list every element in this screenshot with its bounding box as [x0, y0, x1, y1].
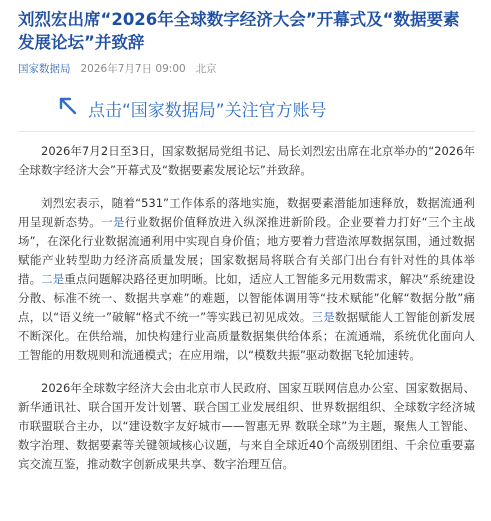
- point-text-2: 重点问题解决路径更加明晰。比如，适应人工智能多元用数需求，解决“系统建设分散、标准不统一、数据共享难”的难题，以智能体调用等“技术赋能”化解“数据分散”痛点，以“语义统一”破解“格式不统一”等实践已初见成效。: [18, 272, 476, 324]
- paragraph-2: [18, 194, 475, 365]
- arrow-up-left-icon: [58, 96, 78, 121]
- article-date: 2026年7月7日 09:00: [80, 63, 186, 75]
- follow-account-banner[interactable]: [58, 96, 475, 121]
- point-marker-2: 二是: [41, 272, 65, 286]
- paragraph-3: 2026年全球数字经济大会由北京市人民政府、国家互联网信息办公室、国家数据局、新华通讯社、联合国开发计划署、联合国工业发展组织、世界数据组织、全球数字经济城市联盟联合主办，以“建设数字友好城市——智惠无界 数联全球”为主题，聚焦人工智能、数字治理、数据要素等关键领域核心议题，与来自全球近40个高级别团组、千余位重要嘉宾交流互鉴，推动数字创新成果共享、数字治理互信。: [18, 381, 475, 471]
- divider: [18, 131, 475, 132]
- paragraph-2-intro: 刘烈宏表示，随着“531”工作体系的落地实施，数据要素潜能加速释放，数据流通利用呈现新态势。: [18, 196, 475, 229]
- point-text-1: 行业数据价值释放进入纵深推进新阶段。企业要着力打好“三个主战场”，在深化行业数据流通利用中实现自身价值；地方要着力营造浓厚数据氛围，通过数据赋能产业转型助力经济高质量发展；国家数据局将联合有关部门出台有针对性的具体举措。: [18, 215, 476, 286]
- article-source-link[interactable]: 国家数据局: [18, 63, 71, 75]
- point-text-3: 数据赋能人工智能创新发展不断深化。在供给端，加快构建行业高质量数据集供给体系；在流通端，系统优化面向人工智能的用数规则和流通模式；在应用端，以“模数共振”驱动数据飞轮加速转。: [18, 310, 475, 362]
- point-marker-3: 三是: [311, 310, 335, 324]
- paragraph-1: 2026年7月2日至3日，国家数据局党组书记、局长刘烈宏出席在北京举办的“2026年全球数字经济大会”开幕式及“数据要素发展论坛”并致辞。: [18, 144, 475, 177]
- follow-banner-text: 点击“国家数据局”关注官方账号: [88, 101, 327, 121]
- point-marker-1: 一是: [101, 215, 125, 229]
- article-location: 北京: [195, 63, 217, 75]
- article-title: 刘烈宏出席“2026年全球数字经济大会”开幕式及“数据要素发展论坛”并致辞: [18, 10, 460, 52]
- article-meta: [18, 61, 475, 76]
